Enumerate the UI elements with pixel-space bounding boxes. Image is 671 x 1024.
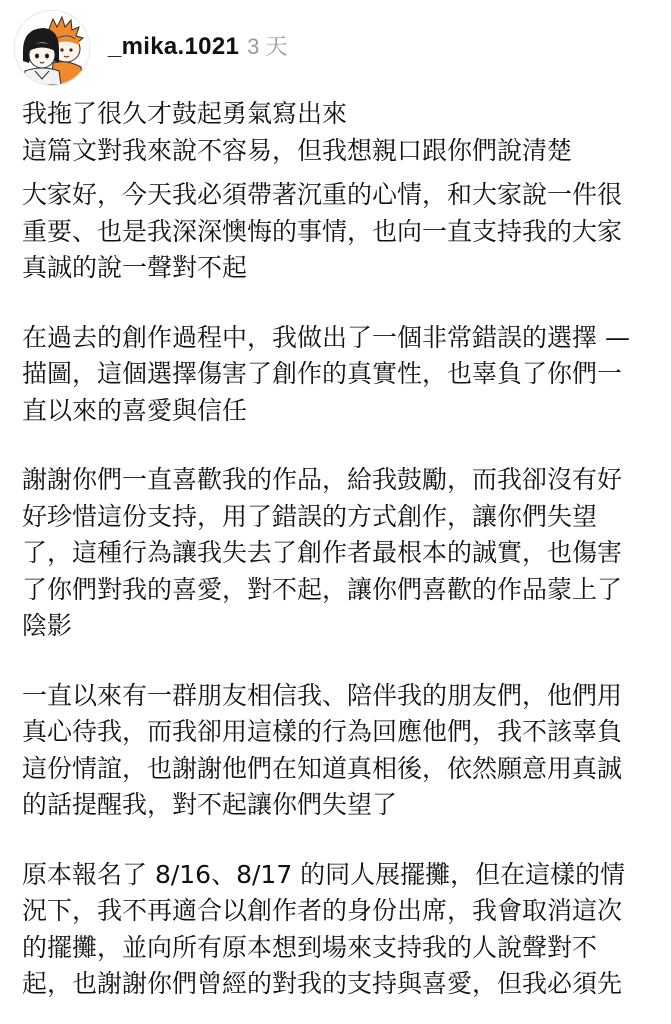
paragraph-friends — [22, 678, 658, 824]
post-body — [22, 96, 658, 1003]
text-line: 在過去的創作過程中，我做出了一個非常錯誤的選擇 — — [22, 322, 630, 352]
paragraph-event-cancel — [22, 857, 658, 1003]
text-line: 的話提醒我，對不起讓你們失望了 — [22, 790, 398, 819]
text-line: 直以來的喜愛與信任 — [22, 395, 248, 425]
avatar[interactable] — [14, 10, 90, 86]
intro-line — [22, 133, 658, 170]
intro-line — [22, 96, 658, 133]
text-line: 原本報名了 8/16、8/17 的同人展擺攤，但在這樣的情 — [22, 859, 626, 889]
paragraph-greeting — [22, 177, 658, 287]
text-line: 這篇文對我來說不容易，但我想親口跟你們說清楚 — [22, 135, 573, 165]
text-line: 我拖了很久才鼓起勇氣寫出來 — [22, 99, 348, 128]
text-line: 描圖，這個選擇傷害了創作的真實性，也辜負了你們一 — [22, 359, 623, 388]
text-line: 陰影 — [22, 611, 73, 640]
paragraph-confession — [22, 320, 658, 430]
text-line: 真心待我，而我卻用這樣的行為回應他們，我不該辜負 — [22, 717, 623, 746]
text-line: 真誠的說一聲對不起 — [22, 253, 248, 282]
text-line: 重要、也是我深深懊悔的事情，也向一直支持我的大家 — [22, 216, 623, 246]
text-line: 一直以來有一群朋友相信我、陪伴我的朋友們，他們用 — [22, 680, 623, 710]
post-timestamp: 3 天 — [247, 33, 288, 59]
paragraph-thanks — [22, 462, 658, 645]
text-line: 了，這種行為讓我失去了創作者最根本的誠實，也傷害 — [22, 538, 623, 567]
post-header — [14, 10, 287, 86]
text-line: 好珍惜這份支持，用了錯誤的方式創作，讓你們失望 — [22, 501, 598, 531]
text-line: 這份情誼，也謝謝他們在知道真相後，依然願意用真誠 — [22, 753, 623, 783]
text-line: 大家好，今天我必須帶著沉重的心情，和大家說一件很 — [22, 180, 623, 209]
text-line: 況下，我不再適合以創作者的身份出席，我會取消這次 — [22, 896, 623, 925]
avatar-illustration-icon — [15, 11, 89, 85]
text-line: 謝謝你們一直喜歡我的作品，給我鼓勵，而我卻沒有好 — [22, 465, 623, 494]
text-line: 了你們對我的喜愛，對不起，讓你們喜歡的作品蒙上了 — [22, 574, 623, 604]
text-line: 的擺攤，並向所有原本想到場來支持我的人說聲對不 — [22, 932, 598, 962]
username-link[interactable]: _mika.1021 — [108, 32, 240, 60]
text-line: 起，也謝謝你們曾經的對我的支持與喜愛，但我必須先 — [22, 969, 623, 998]
post-meta — [108, 30, 287, 61]
